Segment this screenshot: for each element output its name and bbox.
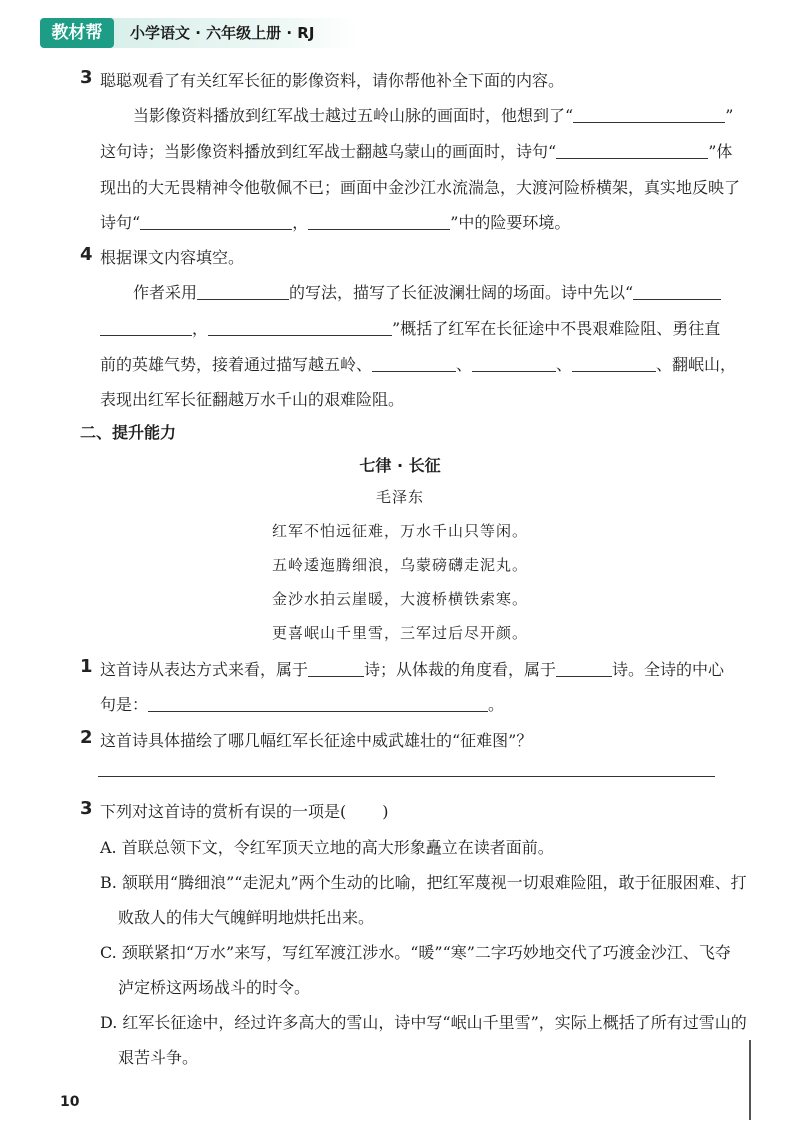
page-header <box>40 18 380 50</box>
question-number-3b: 3 <box>80 798 93 819</box>
answer-blank[interactable] <box>208 319 392 336</box>
option-b-line2: 败敌人的伟大气魄鲜明地烘托出来。 <box>118 908 375 927</box>
option-b-line1: B. 颔联用“腾细浪”“走泥丸”两个生动的比喻，把红军蔑视一切艰难险阻，敢于征服困难、打 <box>100 873 747 892</box>
option-c-line2: 泸定桥这两场战斗的时令。 <box>118 978 311 997</box>
poem-title: 七律 · 长征 <box>359 456 441 475</box>
answer-blank[interactable] <box>556 660 612 677</box>
answer-blank[interactable] <box>148 695 488 712</box>
poem-line: 红军不怕远征难，万水千山只等闲。 <box>271 522 528 540</box>
answer-blank[interactable] <box>140 213 292 230</box>
page-number: 10 <box>60 1094 80 1110</box>
question-number-3: 3 <box>80 67 93 88</box>
q4-line4-sep2: 、 <box>556 355 573 374</box>
answer-blank[interactable] <box>472 355 556 372</box>
q4-line4-text: 前的英雄气势，接着通过描写越五岭、 <box>100 355 373 374</box>
p1-line2-end: 。 <box>488 695 505 714</box>
answer-line[interactable] <box>98 776 715 777</box>
q4-line2-text2: 的写法，描写了长征波澜壮阔的场面。诗中先以“ <box>289 283 634 302</box>
p3-stem-text: 下列对这首诗的赏析有误的一项是( <box>100 802 347 821</box>
option-d-line1: D. 红军长征途中，经过许多高大的雪山，诗中写“岷山千里雪”，实际上概括了所有过雪山的 <box>100 1013 747 1032</box>
p3-stem-close: ) <box>382 802 389 821</box>
q4-line4-sep: 、 <box>456 355 473 374</box>
q3-stem: 聪聪观看了有关红军长征的影像资料，请你帮他补全下面的内容。 <box>100 71 565 90</box>
q4-line3-comma: ， <box>192 319 209 338</box>
question-number-4: 4 <box>80 244 93 265</box>
q4-line3 <box>100 316 720 339</box>
p1-line1 <box>100 657 724 680</box>
q3-line3-text: 这句诗；当影像资料播放到红军战士翻越乌蒙山的画面时，诗句“ <box>100 142 557 161</box>
question-number-1: 1 <box>80 656 93 677</box>
p1-line2 <box>100 692 504 715</box>
poem-line: 金沙水拍云崖暖，大渡桥横铁索寒。 <box>271 590 528 608</box>
answer-blank[interactable] <box>308 660 364 677</box>
q4-line2 <box>133 280 721 303</box>
q3-line2-text: 当影像资料播放到红军战士越过五岭山脉的画面时，他想到了“ <box>133 106 574 125</box>
answer-blank[interactable] <box>556 142 708 159</box>
q3-line5 <box>100 210 570 233</box>
q3-line3-close: ”体 <box>708 142 733 161</box>
p1-line1-text3: 诗。全诗的中心 <box>612 660 725 679</box>
question-number-2: 2 <box>80 727 93 748</box>
p2-stem: 这首诗具体描绘了哪几幅红军长征途中威武雄壮的“征难图”？ <box>100 731 533 750</box>
q3-line5-close: ”中的险要环境。 <box>450 213 571 232</box>
q3-line3 <box>100 139 732 162</box>
answer-blank[interactable] <box>572 355 656 372</box>
brand-badge: 教材帮 <box>40 18 114 48</box>
option-a: A. 首联总领下文，令红军顶天立地的高大形象矗立在读者面前。 <box>100 838 554 857</box>
section-title: 二、提升能力 <box>80 423 177 442</box>
q4-stem: 根据课文内容填空。 <box>100 248 245 267</box>
p1-line1-text: 这首诗从表达方式来看，属于 <box>100 660 309 679</box>
answer-blank[interactable] <box>573 106 725 123</box>
poem-line: 五岭逶迤腾细浪，乌蒙磅礴走泥丸。 <box>271 556 528 574</box>
answer-blank[interactable] <box>100 319 192 336</box>
p3-stem <box>100 799 389 822</box>
option-c-line1: C. 颈联紧扣“万水”来写，写红军渡江涉水。“暖”“寒”二字巧妙地交代了巧渡金沙江、飞夺 <box>100 943 731 962</box>
q3-line4: 现出的大无畏精神令他敬佩不已；画面中金沙江水流湍急，大渡河险桥横架，真实地反映了 <box>100 178 741 197</box>
answer-blank[interactable] <box>633 283 721 300</box>
poem-author: 毛泽东 <box>375 488 424 506</box>
q4-line2-text: 作者采用 <box>133 283 198 302</box>
p1-line2-text: 句是： <box>100 695 149 714</box>
q4-line4-end: 、翻岷山， <box>656 355 737 374</box>
q3-line5-open: 诗句“ <box>100 213 141 232</box>
answer-blank[interactable] <box>197 283 289 300</box>
q4-line3-text: ”概括了红军在长征途中不畏艰难险阻、勇往直 <box>392 319 721 338</box>
scan-edge-line <box>749 1040 751 1120</box>
q3-line2 <box>133 103 733 126</box>
answer-blank[interactable] <box>308 213 450 230</box>
q4-line5: 表现出红军长征翻越万水千山的艰难险阻。 <box>100 390 405 409</box>
q4-line4 <box>100 352 736 375</box>
option-d-line2: 艰苦斗争。 <box>118 1048 199 1067</box>
header-title: 小学语文 · 六年级上册 · RJ <box>130 24 315 42</box>
poem-line: 更喜岷山千里雪，三军过后尽开颜。 <box>271 624 528 642</box>
q3-line2-close: ” <box>725 106 734 125</box>
answer-blank[interactable] <box>372 355 456 372</box>
q3-line5-comma: ， <box>292 213 309 232</box>
p1-line1-text2: 诗；从体裁的角度看，属于 <box>364 660 557 679</box>
